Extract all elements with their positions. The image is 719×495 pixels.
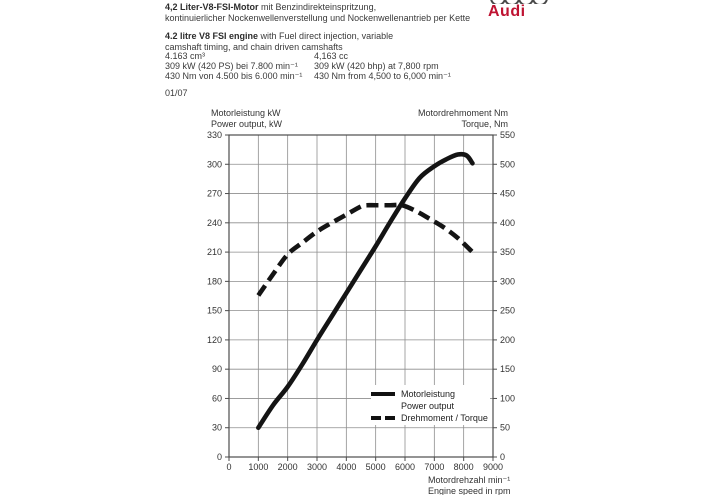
svg-text:1000: 1000 [248,462,269,472]
svg-text:450: 450 [500,188,516,199]
dashed-line-swatch [371,416,395,421]
svg-text:500: 500 [500,159,516,170]
svg-text:0: 0 [500,452,506,462]
svg-text:240: 240 [206,217,222,228]
svg-text:5000: 5000 [365,462,386,472]
svg-text:60: 60 [211,393,222,404]
description-de-line1: 4,2 Liter-V8-FSI-Motor mit Benzindirekteinspritzung, [165,2,377,12]
svg-text:0: 0 [216,452,222,462]
svg-text:4000: 4000 [336,462,357,472]
audi-wordmark: Audi [488,3,526,20]
svg-text:400: 400 [500,217,516,228]
svg-text:2000: 2000 [277,462,298,472]
solid-line-swatch [371,392,395,397]
svg-text:7000: 7000 [424,462,445,472]
legend-item-power: Motorleistung [371,388,490,400]
legend-item-torque: Drehmoment / Torque [371,412,490,424]
svg-text:8000: 8000 [453,462,474,472]
power-spec-en: 309 kW (420 bhp) at 7,800 rpm [314,60,439,71]
svg-text:210: 210 [206,247,222,258]
torque-curve [258,205,472,296]
svg-text:3000: 3000 [306,462,328,472]
engine-name-de: 4,2 Liter-V8-FSI-Motor [165,2,259,12]
svg-text:300: 300 [500,276,516,287]
legend-item-power-en: Power output [401,401,455,411]
svg-text:50: 50 [500,422,511,433]
description-en-line1: 4.2 litre V8 FSI engine with Fuel direct injection, variable [165,31,394,41]
displacement-de: 4.163 cm³ [165,51,206,61]
chart-legend [371,385,490,425]
x-axis-title: Motordrehzahl min⁻¹ Engine speed in rpm [428,475,511,495]
torque-spec-en: 430 Nm from 4,500 to 6,000 min⁻¹ [314,70,451,81]
engine-name-en: 4.2 litre V8 FSI engine [165,31,259,41]
svg-text:150: 150 [500,364,516,375]
revision-date: 01/07 [165,88,188,98]
power-spec-de: 309 kW (420 PS) bei 7.800 min⁻¹ [165,60,298,71]
svg-text:200: 200 [500,334,516,345]
svg-text:100: 100 [500,393,516,404]
svg-text:250: 250 [500,305,516,316]
svg-text:0: 0 [226,462,232,472]
svg-text:270: 270 [206,188,222,199]
svg-text:550: 550 [500,130,516,140]
svg-text:180: 180 [206,276,222,287]
description-de-line2: kontinuierlicher Nockenwellenverstellung und Nockenwellenantrieb per Kette [165,12,471,23]
svg-text:9000: 9000 [482,462,504,472]
torque-spec-de: 430 Nm von 4.500 bis 6.000 min⁻¹ [165,70,303,81]
svg-text:120: 120 [206,334,222,345]
svg-text:6000: 6000 [394,462,416,472]
left-axis-title: Motorleistung kW Power output, kW [211,108,283,129]
description-en-line2: camshaft timing, and chain driven camshafts [165,41,343,52]
displacement-en: 4,163 cc [314,51,349,61]
svg-text:30: 30 [211,422,222,433]
svg-text:330: 330 [206,130,222,140]
right-axis-title: Motordrehmoment Nm Torque, Nm [417,108,508,129]
svg-text:350: 350 [500,247,516,258]
svg-text:300: 300 [206,159,222,170]
svg-text:150: 150 [206,305,222,316]
svg-text:90: 90 [211,364,222,375]
